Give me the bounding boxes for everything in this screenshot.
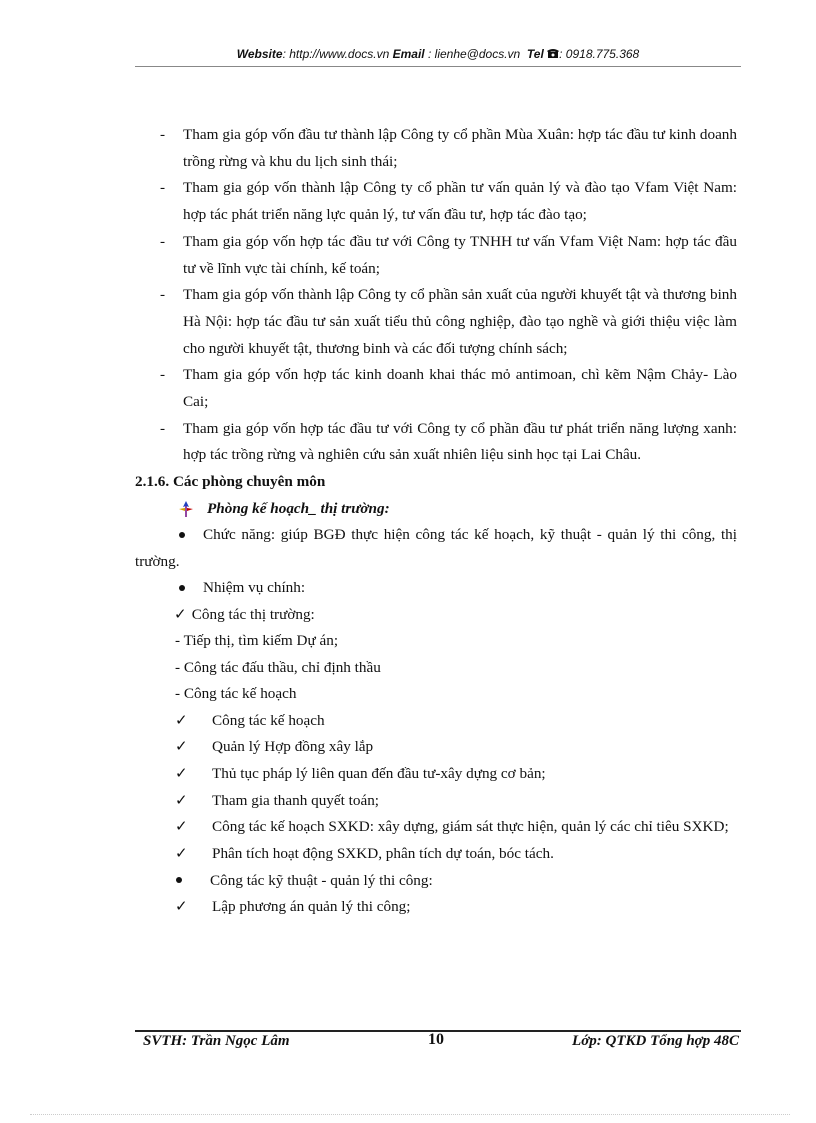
telephone-icon [547, 48, 559, 59]
tel-label: Tel [526, 47, 544, 61]
sub-heading: Phòng kế hoạch_ thị trường: [135, 495, 737, 522]
page-header [135, 47, 741, 61]
checkmark-icon: ✓ [175, 818, 188, 836]
footer-class: Lớp: QTKD Tổng hợp 48C [572, 1033, 739, 1049]
page-footer [143, 1033, 739, 1055]
check-item: ✓ Quản lý Hợp đồng xây lắp [135, 734, 737, 761]
tel-value: : 0918.775.368 [559, 47, 640, 61]
thi-truong-item: - Công tác kế hoạch [175, 685, 297, 703]
email-label: Email [392, 47, 425, 61]
nhiem-vu-line: Nhiệm vụ chính: [135, 575, 737, 602]
list-item: - Tham gia góp vốn thành lập Công ty cổ phần tư vấn quản lý và đào tạo Vfam Việt Nam: hợp tác phát triển năng lực quản lý, tư vấn đầu tư, hợp tác đào tạo; [160, 179, 737, 224]
list-item: - Tham gia góp vốn đầu tư thành lập Công ty cổ phần Mùa Xuân: hợp tác đầu tư kinh doanh trồng rừng và khu du lịch sinh thái; [160, 126, 737, 170]
check-item: ✓ Lập phương án quản lý thi công; [135, 894, 737, 921]
checkmark-icon: ✓ [175, 845, 188, 863]
checkmark-icon: ✓ [175, 791, 188, 809]
ky-thuat-line: Công tác kỹ thuật - quản lý thi công: [135, 868, 737, 895]
list-item: - Tham gia góp vốn thành lập Công ty cổ phần sản xuất của người khuyết tật và thương binh Hà Nội: hợp tác đầu tư sản xuất tiểu thủ công nghiệp, đào tạo nghề và giới thiệu việc làm cho người khuyết tật, thương binh và các đối tượng chính sách; [160, 286, 737, 357]
checkmark-icon: ✓ [175, 711, 188, 729]
checkmark-icon: ✓ [175, 898, 188, 916]
chuc-nang-paragraph: Chức năng: giúp BGĐ thực hiện công tác kế hoạch, kỹ thuật - quản lý thi công, thị trường. [135, 526, 737, 570]
section-heading: 2.1.6. Các phòng chuyên môn [135, 473, 326, 491]
checkmark-icon: ✓ [175, 738, 188, 756]
bullet-icon [179, 585, 185, 591]
document-body [135, 122, 737, 921]
check-item: ✓ Tham gia thanh quyết toán; [135, 788, 737, 815]
website-label: Website [236, 47, 283, 61]
bullet-icon [179, 532, 185, 538]
checkmark-icon: ✓ [175, 765, 188, 783]
pushpin-icon [177, 500, 195, 518]
list-item: - Tham gia góp vốn hợp tác đầu tư với Công ty TNHH tư vấn Vfam Việt Nam: hợp tác đầu tư về lĩnh vực tài chính, kế toán; [160, 232, 737, 277]
check-item: ✓ Phân tích hoạt động SXKD, phân tích dự toán, bóc tách. [135, 841, 737, 868]
page-number: 10 [428, 1031, 444, 1048]
thi-truong-heading: ✓ Công tác thị trường: [135, 602, 737, 629]
email-value: : lienhe@docs.vn [427, 47, 521, 61]
check-item: ✓ Công tác kế hoạch SXKD: xây dựng, giám sát thực hiện, quản lý các chỉ tiêu SXKD; [135, 814, 737, 841]
website-value: : http://www.docs.vn [282, 47, 390, 61]
check-item: ✓ Thủ tục pháp lý liên quan đến đầu tư-xây dựng cơ bản; [135, 761, 737, 788]
list-item: - Tham gia góp vốn hợp tác đầu tư với Công ty cổ phần đầu tư phát triển năng lượng xanh: hợp tác trồng rừng và nghiên cứu sản xuất nhiên liệu sinh học tại Lai Châu. [160, 419, 737, 464]
header-divider [135, 66, 741, 67]
thi-truong-item: - Công tác đấu thầu, chỉ định thầu [175, 658, 381, 676]
checkmark-icon: ✓ [174, 605, 187, 623]
list-item: - Tham gia góp vốn hợp tác kinh doanh khai thác mỏ antimoan, chì kẽm Nậm Chảy- Lào Cai; [160, 366, 737, 411]
page-edge [30, 1114, 790, 1115]
bullet-icon [176, 877, 182, 883]
thi-truong-item: - Tiếp thị, tìm kiếm Dự án; [175, 632, 339, 650]
footer-student: SVTH: Trần Ngọc Lâm [143, 1033, 290, 1049]
check-item: ✓ Công tác kế hoạch [135, 708, 737, 735]
